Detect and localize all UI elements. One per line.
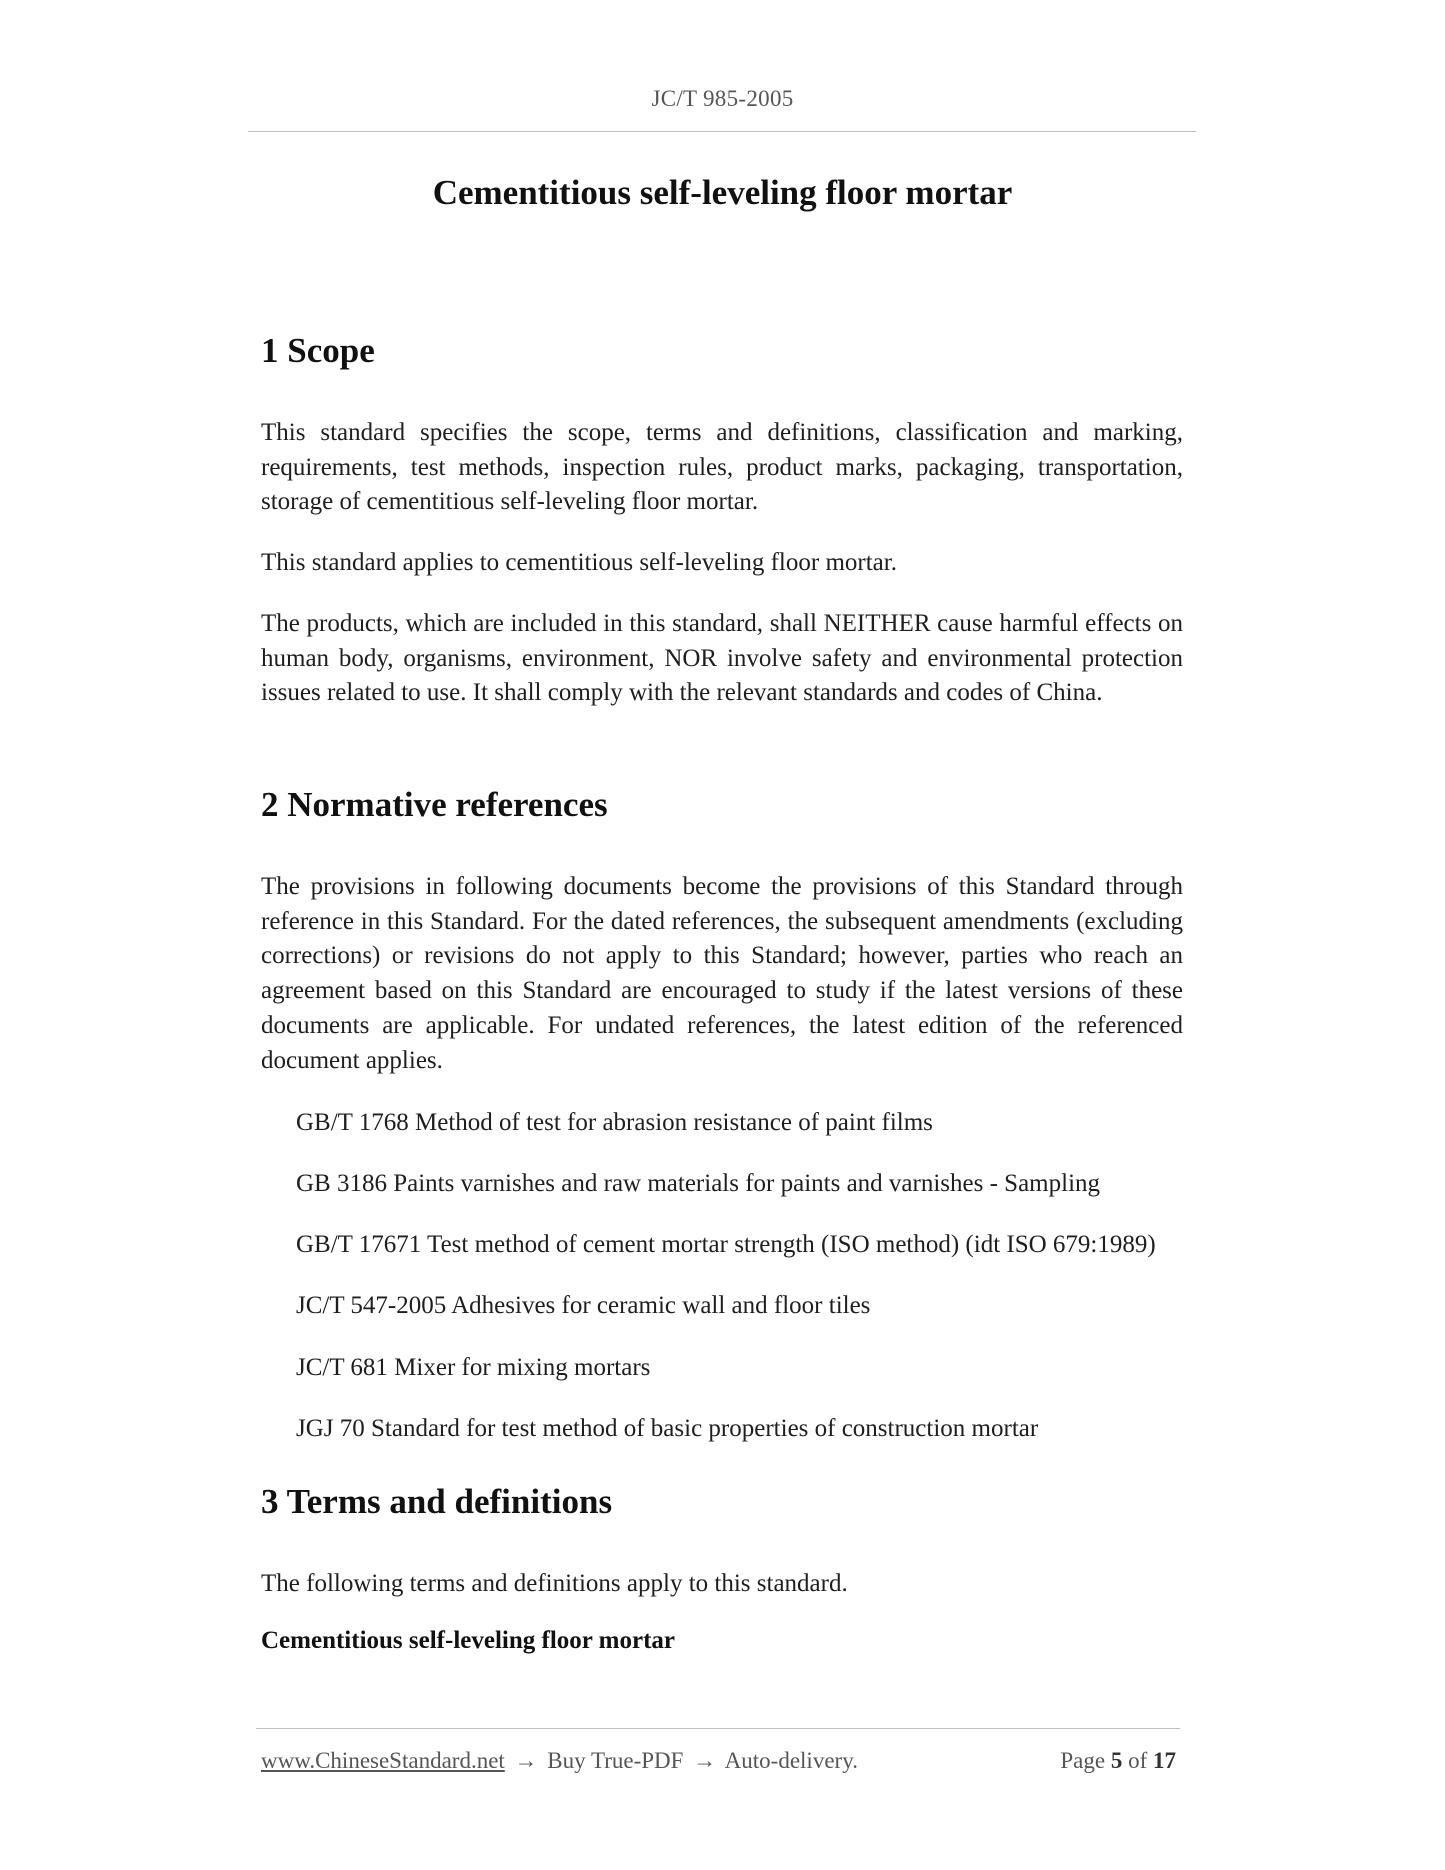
term-title: Cementitious self-leveling floor mortar [261,1627,676,1654]
auto-delivery-text: Auto-delivery. [724,1748,858,1773]
footer-divider [256,1728,1180,1729]
reference-item: JC/T 547-2005 Adhesives for ceramic wall and floor tiles [296,1292,871,1319]
document-title: Cementitious self-leveling floor mortar [432,173,1013,212]
page-label: Page [1060,1748,1106,1773]
footer-links [261,1748,858,1774]
reference-item: JGJ 70 Standard for test method of basic properties of construction mortar [296,1415,1039,1442]
section-heading-terms-and-definitions: 3 Terms and definitions [261,1482,613,1521]
arrow-right-icon: → [514,1748,538,1773]
arrow-right-icon: → [693,1748,717,1773]
header-divider [248,131,1196,132]
total-pages-number: 17 [1153,1748,1176,1773]
reference-item: GB 3186 Paints varnishes and raw materials for paints and varnishes - Sampling [296,1170,1101,1197]
current-page-number: 5 [1110,1748,1123,1773]
scope-paragraph-3: The products, which are included in this standard, shall NEITHER cause harmful effects on human body, organisms, environment, NOR involve safety and environmental protection issues related to use. It shall comply with the relevant standards and codes of China. [261,610,1183,707]
page-header-doc-code: JC/T 985-2005 [651,86,794,111]
reference-item: GB/T 1768 Method of test for abrasion resistance of paint films [296,1109,933,1136]
reference-item: GB/T 17671 Test method of cement mortar strength (ISO method) (idt ISO 679:1989) [296,1231,1156,1258]
section-heading-normative-references: 2 Normative references [261,785,608,824]
of-label: of [1128,1748,1148,1773]
scope-paragraph-2: This standard applies to cementitious self-leveling floor mortar. [261,549,897,576]
terms-paragraph: The following terms and definitions apply to this standard. [261,1570,848,1597]
reference-item: JC/T 681 Mixer for mixing mortars [296,1354,651,1381]
scope-paragraph-1: This standard specifies the scope, terms and definitions, classification and marking, requirements, test methods, inspection rules, product marks, packaging, transportation, storage of cementitious self-leveling floor mortar. [261,419,1183,516]
section-heading-scope: 1 Scope [261,331,375,370]
buy-true-pdf-text: Buy True-PDF [547,1748,684,1773]
chinese-standard-link[interactable]: www.ChineseStandard.net [261,1748,505,1773]
page-indicator [1060,1748,1176,1774]
normative-references-paragraph: The provisions in following documents become the provisions of this Standard through reference in this Standard. For the dated references, the subsequent amendments (excluding corrections) or revisions do not apply to this Standard; however, parties who reach an agreement based on this Standard are encouraged to study if the latest versions of these documents are applicable. For undated references, the latest edition of the referenced document applies. [261,873,1183,1074]
